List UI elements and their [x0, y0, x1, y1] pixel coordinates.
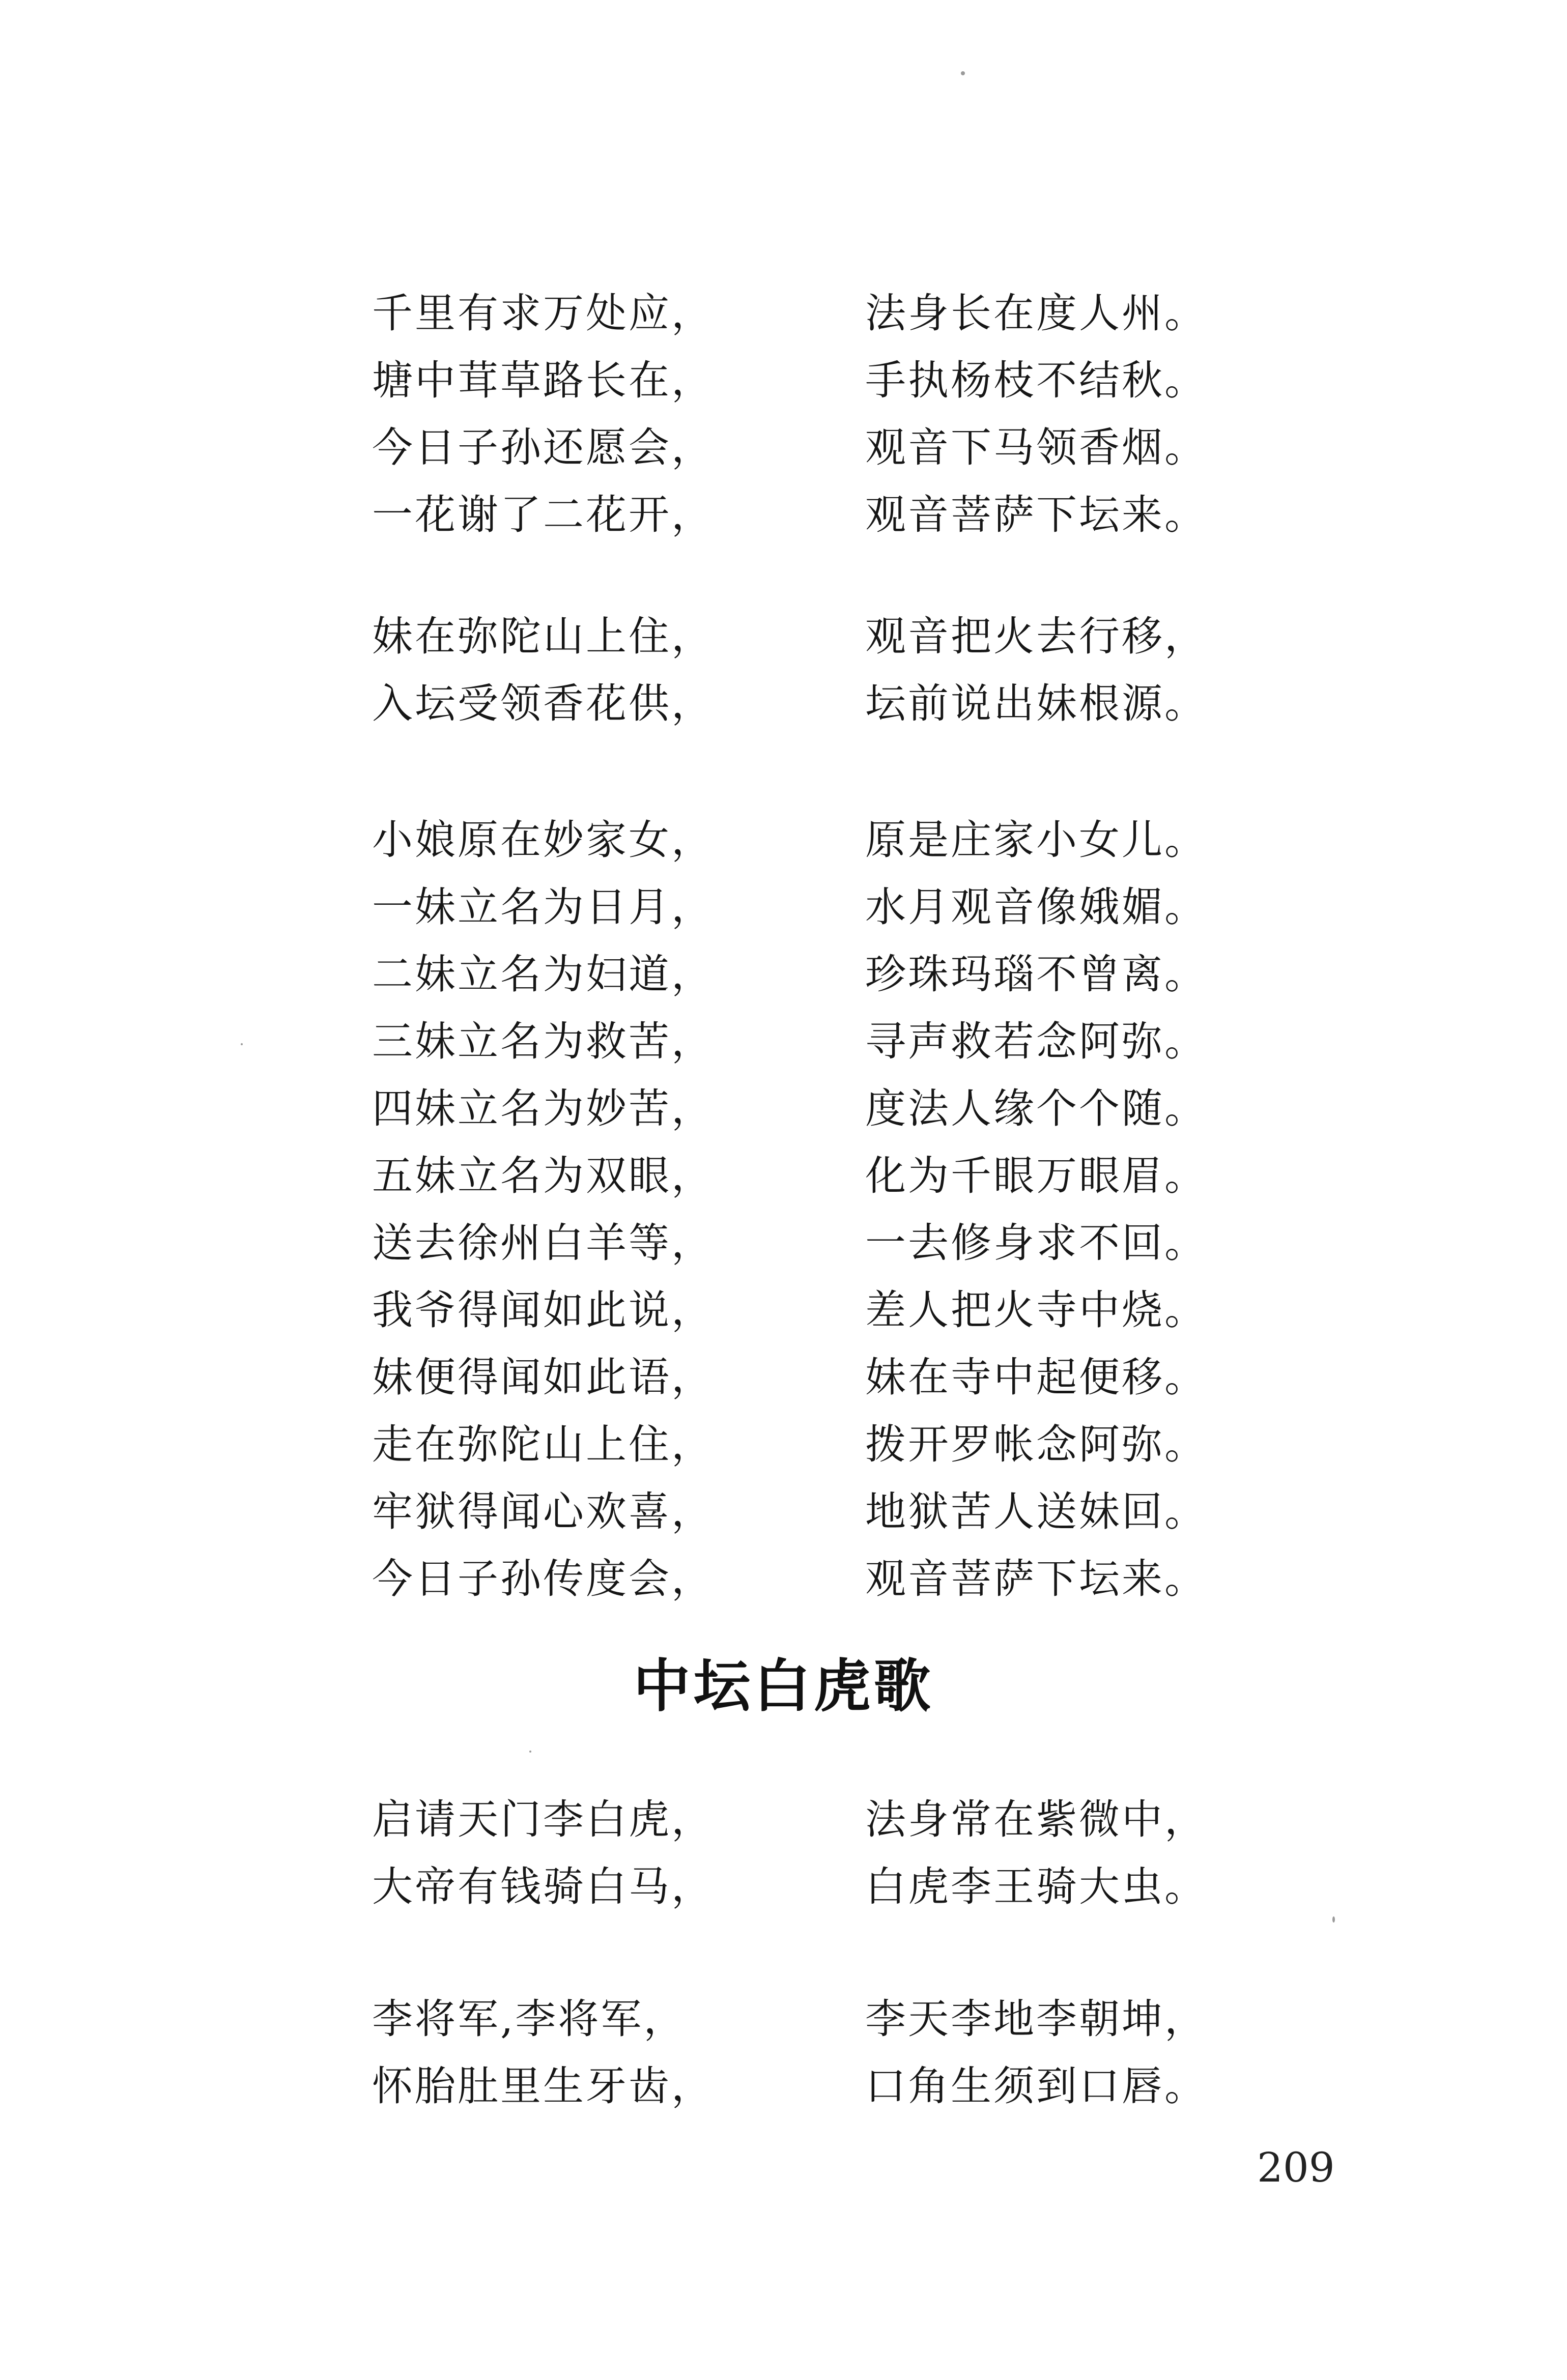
section-stanza-2: [0, 1986, 1567, 2120]
stanza-1: [0, 280, 1567, 549]
verse-first-half: 李将军,李将军，: [372, 1995, 687, 2043]
verse-first-half: 妹便得闻如此语，: [372, 1354, 714, 1401]
verse-line: [0, 603, 1567, 670]
verse-second-half: 李天李地李朝坤，: [865, 1995, 1207, 2043]
verse-second-half: 化为千眼万眼眉。: [865, 1152, 1207, 1199]
stanza-3: [0, 807, 1567, 1613]
verse-line: [0, 1142, 1567, 1210]
verse-second-half: 观音菩萨下坛来。: [865, 491, 1207, 538]
verse-line: [0, 1545, 1567, 1613]
verse-first-half: 二妹立名为妇道，: [372, 951, 714, 998]
verse-second-half: 法身长在度人州。: [865, 290, 1207, 337]
verse-first-half: 塘中茸草路长在，: [372, 357, 714, 404]
verse-line: [0, 1344, 1567, 1411]
verse-line: [0, 280, 1567, 347]
verse-line: [0, 1786, 1567, 1853]
stanza-2: [0, 603, 1567, 737]
verse-first-half: 怀胎肚里生牙齿，: [372, 2062, 714, 2110]
verse-line: [0, 670, 1567, 737]
verse-first-half: 我爷得闻如此说，: [372, 1286, 714, 1334]
scan-speck: [961, 71, 965, 75]
verse-second-half: 原是庄家小女儿。: [865, 816, 1207, 864]
verse-first-half: 走在弥陀山上住，: [372, 1421, 714, 1468]
verse-first-half: 今日子孙还愿会，: [372, 424, 714, 471]
verse-first-half: 四妹立名为妙苦，: [372, 1085, 714, 1132]
verse-first-half: 千里有求万处应，: [372, 290, 714, 337]
verse-first-half: 大帝有钱骑白马，: [372, 1863, 714, 1910]
verse-line: [0, 941, 1567, 1008]
verse-line: [0, 1986, 1567, 2053]
section-stanza-1: [0, 1786, 1567, 1920]
verse-line: [0, 1008, 1567, 1075]
verse-first-half: 送去徐州白羊等，: [372, 1219, 714, 1267]
verse-line: [0, 414, 1567, 481]
verse-first-half: 三妹立名为救苦，: [372, 1018, 714, 1065]
verse-second-half: 坛前说出妹根源。: [865, 680, 1207, 727]
scan-speck: [529, 1751, 531, 1753]
verse-line: [0, 347, 1567, 414]
scan-speck: [241, 1043, 243, 1045]
verse-second-half: 珍珠玛瑙不曾离。: [865, 951, 1207, 998]
verse-line: [0, 481, 1567, 549]
verse-line: [0, 1075, 1567, 1142]
verse-second-half: 度法人缘个个随。: [865, 1085, 1207, 1132]
verse-first-half: 启请天门李白虎，: [372, 1796, 714, 1843]
verse-first-half: 一妹立名为日月，: [372, 883, 714, 931]
verse-second-half: 观音菩萨下坛来。: [865, 1555, 1207, 1602]
verse-second-half: 手执杨枝不结秋。: [865, 357, 1207, 404]
verse-first-half: 五妹立名为双眼，: [372, 1152, 714, 1199]
verse-line: [0, 1277, 1567, 1344]
verse-line: [0, 1478, 1567, 1545]
verse-line: [0, 1853, 1567, 1920]
section-heading: 中坛白虎歌: [633, 1653, 934, 1719]
verse-first-half: 妹在弥陀山上住，: [372, 613, 714, 660]
verse-line: [0, 874, 1567, 941]
verse-second-half: 水月观音像娥媚。: [865, 883, 1207, 931]
verse-line: [0, 1411, 1567, 1478]
verse-first-half: 牢狱得闻心欢喜，: [372, 1488, 714, 1535]
verse-second-half: 一去修身求不回。: [865, 1219, 1207, 1267]
verse-second-half: 拨开罗帐念阿弥。: [865, 1421, 1207, 1468]
verse-first-half: 入坛受领香花供，: [372, 680, 714, 727]
verse-line: [0, 807, 1567, 874]
verse-first-half: 今日子孙传度会，: [372, 1555, 714, 1602]
verse-second-half: 寻声救若念阿弥。: [865, 1018, 1207, 1065]
verse-second-half: 观音把火去行移，: [865, 613, 1207, 660]
verse-second-half: 观音下马领香烟。: [865, 424, 1207, 471]
verse-line: [0, 2053, 1567, 2120]
verse-first-half: 一花谢了二花开，: [372, 491, 714, 538]
verse-line: [0, 1210, 1567, 1277]
verse-second-half: 妹在寺中起便移。: [865, 1354, 1207, 1401]
verse-second-half: 白虎李王骑大虫。: [865, 1863, 1207, 1910]
verse-second-half: 差人把火寺中烧。: [865, 1286, 1207, 1334]
verse-second-half: 口角生须到口唇。: [865, 2062, 1207, 2110]
verse-second-half: 法身常在紫微中，: [865, 1796, 1207, 1843]
page-number: 209: [1257, 2144, 1335, 2191]
verse-first-half: 小娘原在妙家女，: [372, 816, 714, 864]
verse-second-half: 地狱苦人送妹回。: [865, 1488, 1207, 1535]
scan-speck: [1332, 1916, 1335, 1923]
